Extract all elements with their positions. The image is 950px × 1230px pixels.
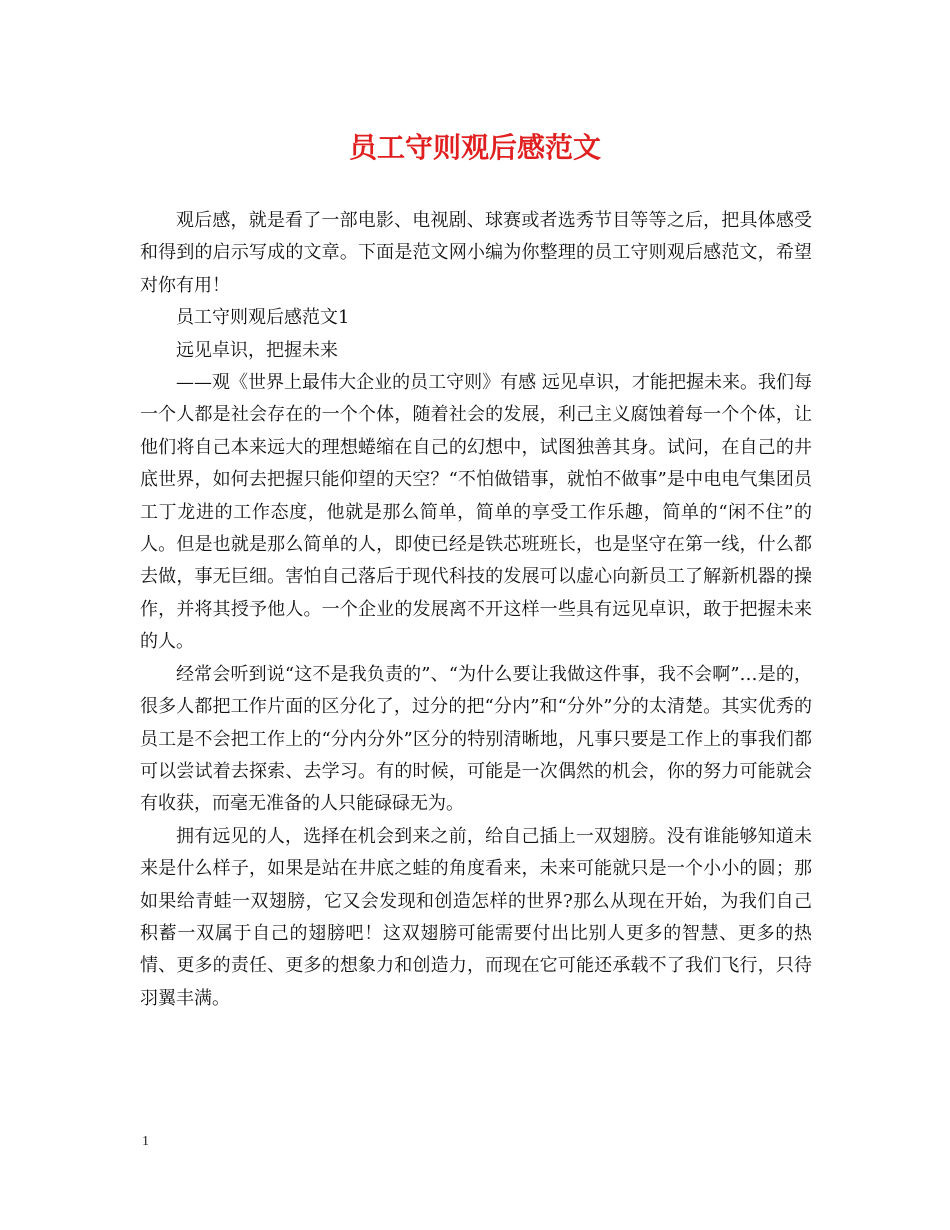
document-title: 员工守则观后感范文	[348, 131, 601, 164]
body-paragraph: 经常会听到说“这不是我负责的”、“为什么要让我做这件事，我不会啊”…是的，很多人都把工作片面的区分化了，过分的把“分内”和“分外”分的太清楚。其实优秀的员工是不会把工作上的“分内分外”区分的特别清晰地，凡事只要是工作上的事我们都可以尝试着去探索、去学习。有的时候，可能是一次偶然的机会，你的努力可能就会有收获，而毫无准备的人只能碌碌无为。	[140, 663, 812, 815]
intro-paragraph: 观后感，就是看了一部电影、电视剧、球赛或者选秀节目等等之后，把具体感受和得到的启示写成的文章。下面是范文网小编为你整理的员工守则观后感范文，希望对你有用！	[140, 210, 812, 296]
essay-title: 远见卓识，把握未来	[176, 339, 338, 361]
section-heading: 员工守则观后感范文1	[176, 307, 350, 329]
document-body	[140, 205, 812, 1015]
page-number: 1	[142, 1134, 149, 1149]
body-paragraph: ——观《世界上最伟大企业的员工守则》有感 远见卓识，才能把握未来。我们每一个人都是社会存在的一个个体，随着社会的发展，利己主义腐蚀着每一个个体，让他们将自己本来远大的理想蜷缩在自己的幻想中，试图独善其身。试问，在自己的井底世界，如何去把握只能仰望的天空？“不怕做错事，就怕不做事”是中电电气集团员工丁龙进的工作态度，他就是那么简单，简单的享受工作乐趣，简单的“闲不住”的人。但是也就是那么简单的人，即使已经是铁芯班班长，也是坚守在第一线，什么都去做，事无巨细。害怕自己落后于现代科技的发展可以虚心向新员工了解新机器的操作，并将其授予他人。一个企业的发展离不开这样一些具有远见卓识，敢于把握未来的人。	[140, 372, 812, 653]
body-paragraph: 拥有远见的人，选择在机会到来之前，给自己插上一双翅膀。没有谁能够知道未来是什么样子，如果是站在井底之蛙的角度看来，未来可能就只是一个小小的圆；那如果给青蛙一双翅膀，它又会发现和创造怎样的世界?那么从现在开始，为我们自己积蓄一双属于自己的翅膀吧！这双翅膀可能需要付出比别人更多的智慧、更多的热情、更多的责任、更多的想象力和创造力，而现在它可能还承载不了我们飞行，只待羽翼丰满。	[140, 825, 812, 1009]
